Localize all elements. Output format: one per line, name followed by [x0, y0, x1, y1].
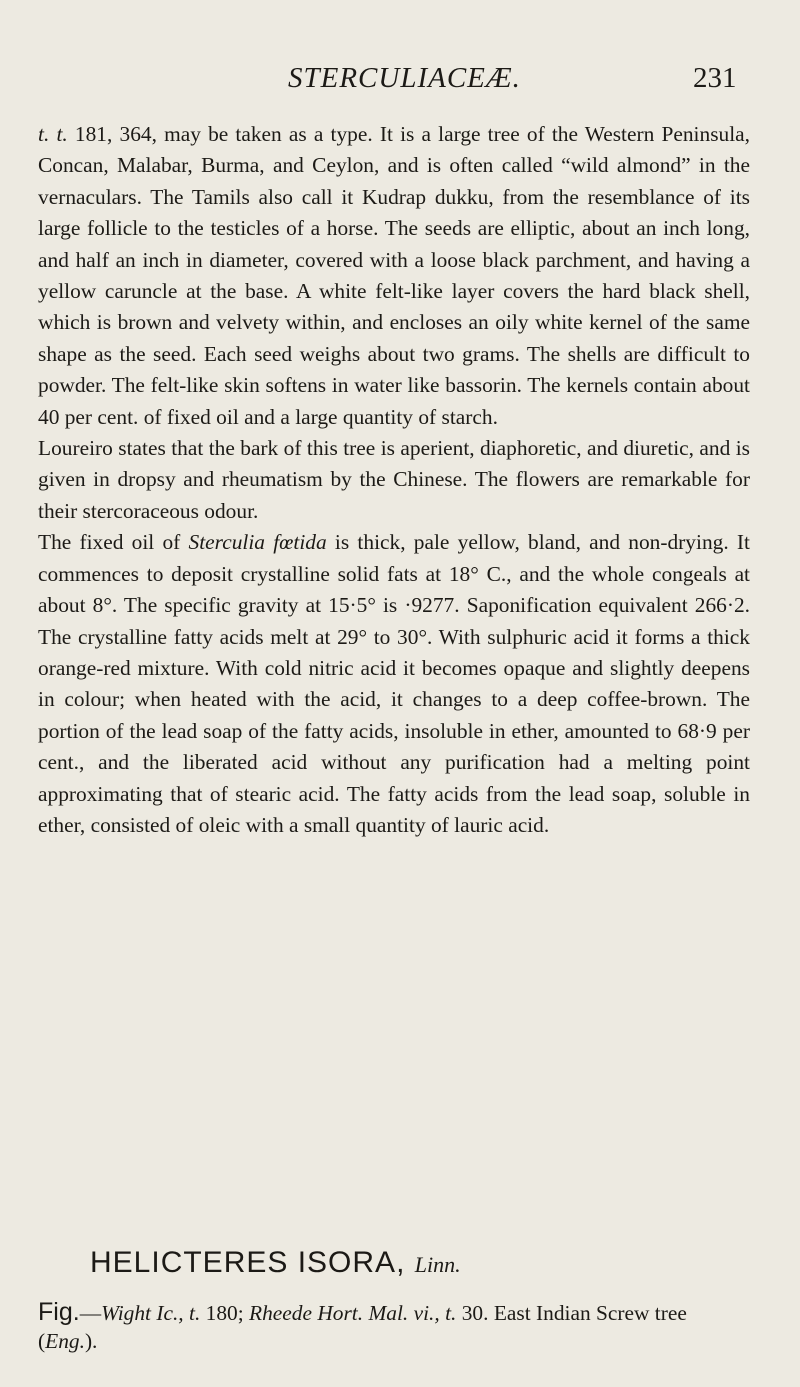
italic-text: Sterculia fœtida	[188, 530, 327, 555]
italic-text: Wight Ic.,	[101, 1301, 184, 1325]
italic-text: t. t.	[38, 122, 68, 146]
italic-text: Eng.	[45, 1329, 85, 1353]
paragraph	[38, 433, 750, 527]
text-run: is thick, pale yellow, bland, and non-drying. It commences to deposit crystalline solid fats at 18° C., and the whole congeals at about 8°. The specific gravity at 15·5° is ·9277. Saponification equivalent 266·2. The crystalline fatty acids melt at 29° to 30°. With sulphuric acid it forms a thick orange-red mixture. With cold nitric acid it becomes opaque and slightly deepens in colour; when heated with the acid, it changes to a deep coffee-brown. The portion of the lead soap of the fatty acids, insoluble in ether, amounted to 68·9 per cent., and the liberated acid without any purification had a melting point approximating that of stearic acid. The fatty acids from the lead soap, soluble in ether, consisted of oleic with a small quantity of lauric acid.	[38, 530, 750, 837]
italic-text: t.	[189, 1301, 201, 1325]
text-run: Loureiro states that the bark of this tree is aperient, diaphoretic, and diuretic, and is given in dropsy and rheumatism by the Chinese. The flowers are remarkable for their stercoraceous odour.	[38, 436, 750, 523]
figure-citation	[38, 1301, 687, 1353]
section-heading	[90, 1246, 710, 1280]
text-run: —	[79, 1301, 102, 1325]
body-text	[38, 119, 750, 841]
page-number: 231	[693, 62, 737, 94]
heading-name: HELICTERES ISORA,	[90, 1246, 406, 1279]
text-run: ).	[84, 1329, 98, 1353]
text-run: 181, 364, may be taken as a type. It is a large tree of the Western Peninsula, Concan, Malabar, Burma, and Ceylon, and is often called “wild almond” in the vernaculars. The Tamils also call it Kudrap dukku, from the resemblance of its large follicle to the testicles of a horse. The seeds are elliptic, about an inch long, and half an inch in diameter, covered with a loose black parchment, and having a yellow caruncle at the base. A white felt-like layer covers the hard black shell, which is brown and velvety within, and encloses an oily white kernel of the same shape as the seed. Each seed weighs about two grams. The shells are difficult to powder. The felt-like skin softens in water like bassorin. The kernels contain about 40 per cent. of fixed oil and a large quantity of starch.	[38, 122, 750, 429]
text-run: The fixed oil of	[38, 530, 189, 555]
italic-text: Rheede Hort. Mal. vi.,	[249, 1301, 440, 1325]
italic-text: t.	[445, 1301, 457, 1325]
figure-label: Fig.	[38, 1298, 80, 1326]
heading-authority: Linn.	[414, 1252, 461, 1277]
paragraph	[38, 119, 750, 433]
figure-reference	[38, 1298, 750, 1355]
running-title: STERCULIACEÆ.	[288, 62, 521, 94]
text-run: 30. East Indian Screw tree (	[38, 1301, 687, 1353]
paragraph	[38, 527, 750, 841]
text-run: 180;	[200, 1301, 250, 1325]
